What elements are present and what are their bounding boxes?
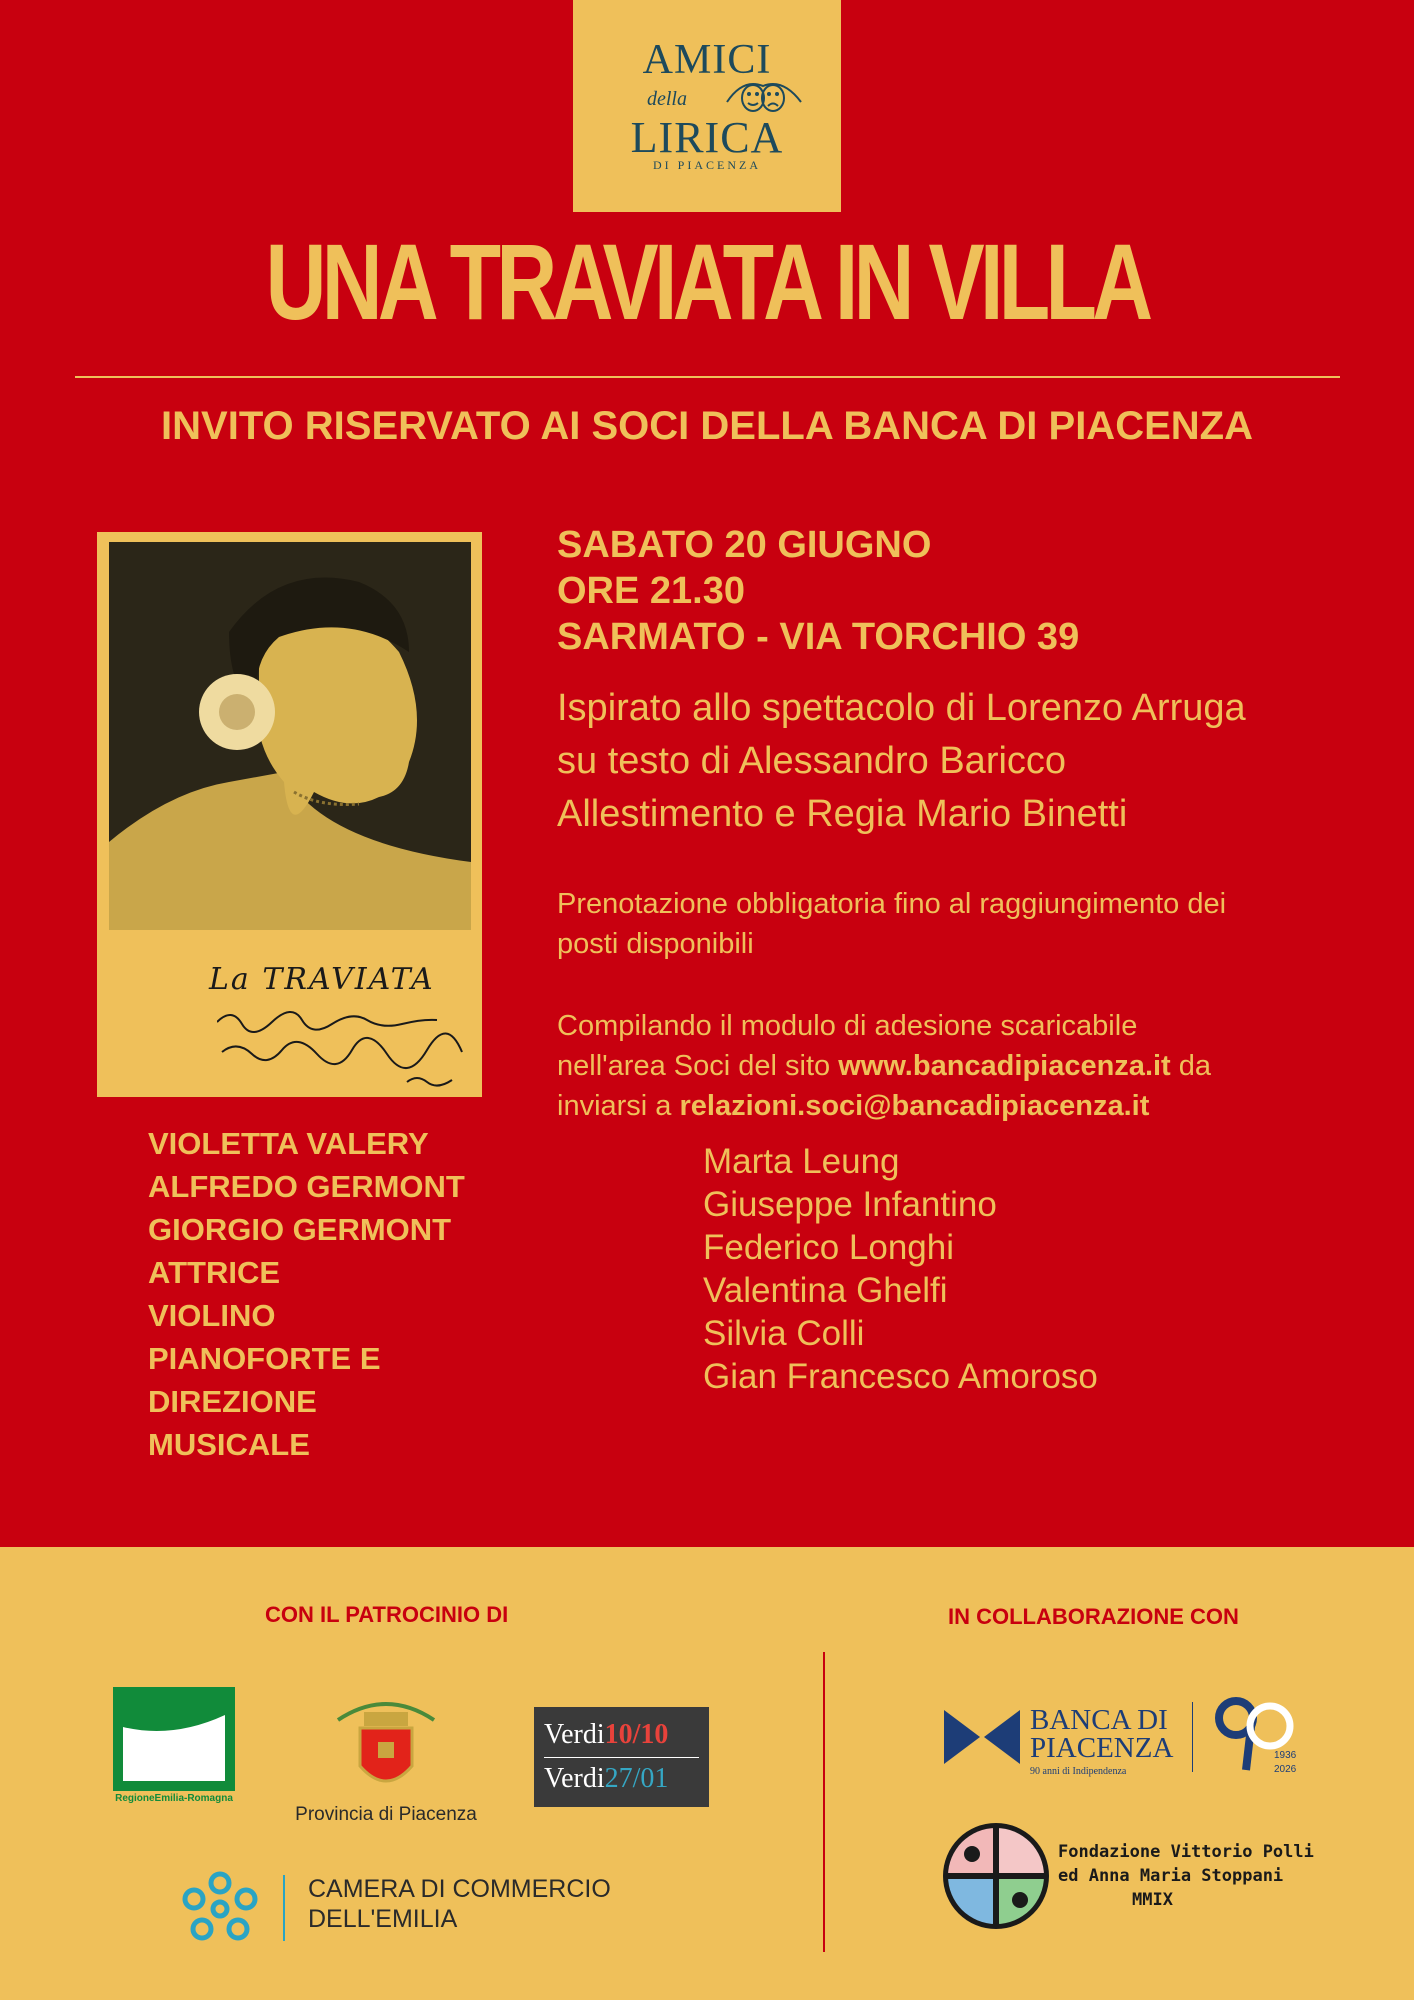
logo-amici: AMICI <box>642 37 772 83</box>
cast-item: Federico Longhi <box>703 1228 954 1267</box>
booking-line-1: Prenotazione obbligatoria fino al raggiungimento dei <box>557 888 1227 920</box>
description-line-1: Ispirato allo spettacolo di Lorenzo Arruga <box>557 687 1246 729</box>
sponsors-footer <box>0 1547 1414 2000</box>
fondazione-line-3: MMIX <box>1132 1890 1173 1910</box>
provincia-di-piacenza-logo <box>288 1692 484 1825</box>
cast-item: Giuseppe Infantino <box>703 1185 997 1224</box>
event-date: SABATO 20 GIUGNO <box>557 524 932 566</box>
camera-di-commercio-logo <box>178 1867 611 1956</box>
verdi-b-date: 27/01 <box>604 1763 669 1794</box>
page-subtitle: INVITO RISERVATO AI SOCI DELLA BANCA DI PIACENZA <box>161 404 1253 448</box>
fondazione-line-1: Fondazione Vittorio Polli <box>1058 1842 1314 1862</box>
bank-name-line-2: PIACENZA <box>1030 1732 1174 1764</box>
roles-list <box>148 1122 465 1466</box>
event-description <box>557 682 1246 841</box>
event-place: SARMATO - VIA TORCHIO 39 <box>557 616 1080 658</box>
provincia-crest-icon <box>288 1692 484 1800</box>
role-item: DIREZIONE <box>148 1384 317 1419</box>
bank-bowtie-icon <box>944 1702 1020 1772</box>
verdi-logo <box>534 1707 709 1807</box>
form-line-3-pre: inviarsi a <box>557 1090 680 1122</box>
website-link[interactable]: www.bancadipiacenza.it <box>838 1050 1171 1082</box>
camera-line-1: CAMERA DI COMMERCIO <box>308 1875 611 1903</box>
regione-caption: RegioneEmilia-Romagna <box>115 1793 233 1804</box>
camera-commercio-icon <box>178 1867 262 1951</box>
theatre-masks-icon <box>723 72 805 122</box>
form-line-3 <box>557 1086 1357 1126</box>
verdi-b-word: Verdi <box>544 1763 605 1794</box>
description-line-2: su testo di Alessandro Baricco <box>557 740 1067 782</box>
cast-item: Marta Leung <box>703 1142 900 1181</box>
handwritten-signature <box>217 1002 467 1092</box>
fondazione-line-2: ed Anna Maria Stoppani <box>1058 1866 1284 1886</box>
booking-line-2: posti disponibili <box>557 928 754 960</box>
title-divider <box>75 376 1340 378</box>
logo-della: della <box>647 88 687 110</box>
role-item: PIANOFORTE E <box>148 1341 381 1376</box>
form-instructions <box>557 1006 1357 1126</box>
cast-item: Valentina Ghelfi <box>703 1271 948 1310</box>
role-item: ALFREDO GERMONT <box>148 1169 465 1204</box>
camera-line-2: DELL'EMILIA <box>308 1905 458 1933</box>
cast-item: Gian Francesco Amoroso <box>703 1357 1098 1396</box>
poster-handwritten-title: La TRAVIATA <box>209 962 435 997</box>
bank-name-line-1: BANCA DI <box>1030 1704 1168 1736</box>
fondazione-crest-icon <box>940 1820 1052 1932</box>
traviata-poster-image <box>97 532 482 1097</box>
role-item: GIORGIO GERMONT <box>148 1212 452 1247</box>
regione-emilia-romagna-logo <box>113 1687 235 1804</box>
form-line-2-post: da <box>1170 1050 1212 1082</box>
collaborazione-heading: IN COLLABORAZIONE CON <box>948 1604 1239 1629</box>
amici-della-lirica-logo <box>573 0 841 212</box>
anniv-start-year: 1936 <box>1274 1750 1297 1761</box>
logo-lirica: LIRICA <box>630 113 784 162</box>
fondazione-polli-logo <box>940 1820 1340 1940</box>
verdi-a-word: Verdi <box>544 1719 605 1750</box>
role-item: ATTRICE <box>148 1255 281 1290</box>
anniv-end-year: 2026 <box>1274 1764 1297 1775</box>
role-item: VIOLINO <box>148 1298 276 1333</box>
booking-note <box>557 884 1327 964</box>
email-link[interactable]: relazioni.soci@bancadipiacenza.it <box>679 1090 1150 1122</box>
page-title: UNA TRAVIATA IN VILLA <box>265 221 1149 342</box>
patrocinio-heading: CON IL PATROCINIO DI <box>265 1602 509 1627</box>
logo-di-piacenza: DI PIACENZA <box>653 158 761 172</box>
form-line-2 <box>557 1046 1357 1086</box>
event-time: ORE 21.30 <box>557 570 745 612</box>
event-info <box>557 522 1079 660</box>
cast-item: Silvia Colli <box>703 1314 865 1353</box>
cast-list <box>703 1140 1098 1398</box>
role-item: VIOLETTA VALERY <box>148 1126 429 1161</box>
provincia-caption: Provincia di Piacenza <box>295 1804 477 1825</box>
footer-separator <box>823 1652 825 1952</box>
regione-flag-icon <box>113 1687 235 1791</box>
role-item: MUSICALE <box>148 1427 310 1462</box>
woman-portrait-image <box>109 542 471 930</box>
description-line-3: Allestimento e Regia Mario Binetti <box>557 793 1128 835</box>
form-line-2-pre: nell'area Soci del sito <box>557 1050 839 1082</box>
form-line-1: Compilando il modulo di adesione scaricabile <box>557 1010 1138 1042</box>
bank-tagline: 90 anni di Indipendenza <box>1030 1766 1127 1777</box>
verdi-a-date: 10/10 <box>604 1719 669 1750</box>
banca-di-piacenza-logo <box>944 1692 1304 1787</box>
